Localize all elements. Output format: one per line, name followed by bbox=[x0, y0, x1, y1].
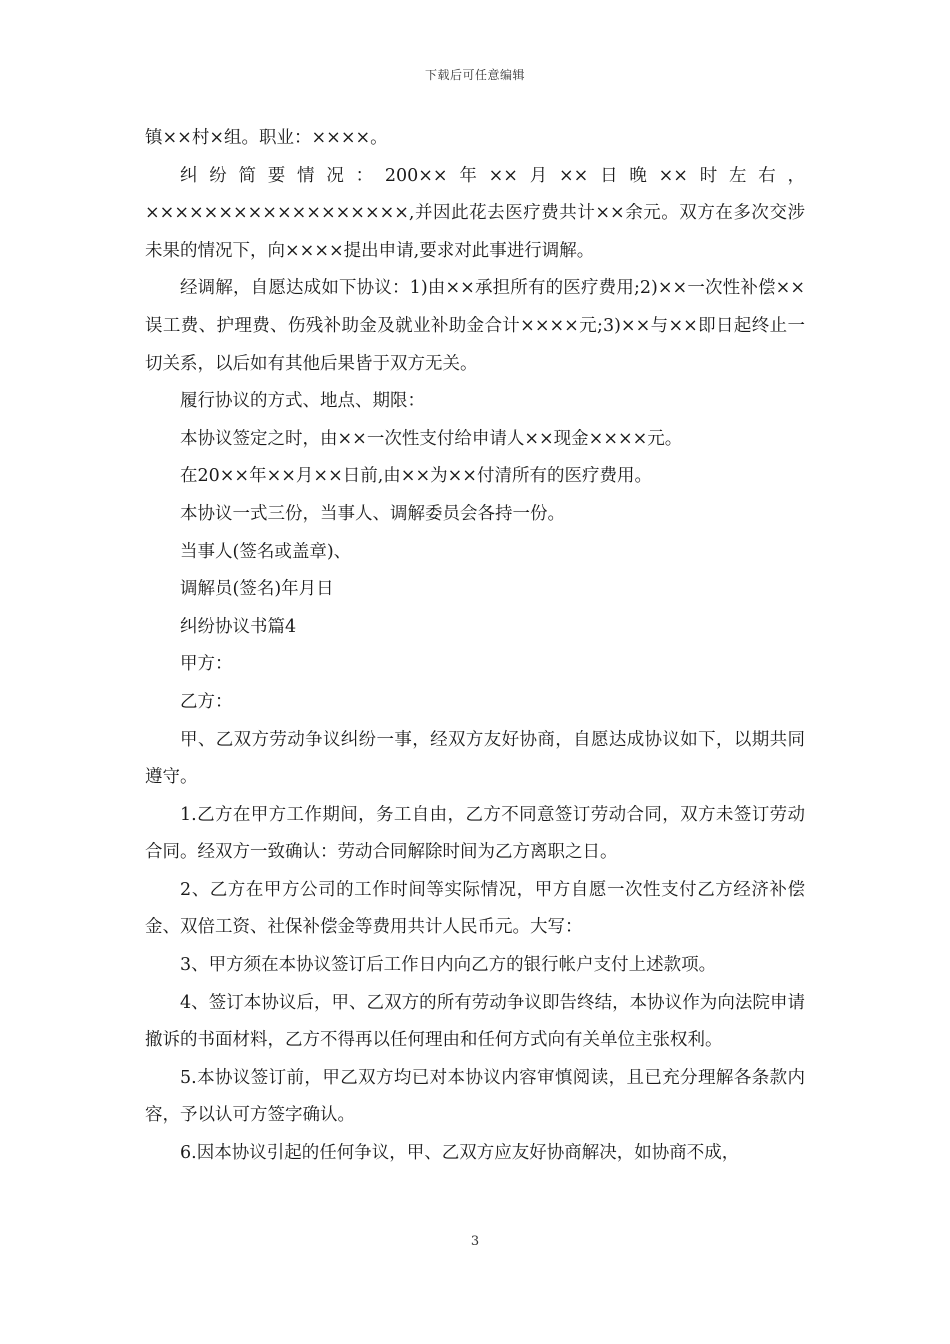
document-body bbox=[145, 120, 805, 1173]
page-number: 3 bbox=[470, 1234, 480, 1249]
clause-2: 2、乙方在甲方公司的工作时间等实际情况，甲方自愿一次性支付乙方经济补偿金、双倍工资、社保补偿金等费用共计人民币元。大写： bbox=[145, 879, 805, 938]
paragraph-performance-heading: 履行协议的方式、地点、期限： bbox=[180, 391, 425, 412]
paragraph-copies: 本协议一式三份，当事人、调解委员会各持一份。 bbox=[180, 503, 565, 524]
paragraph-address: 镇××村×组。职业：××××。 bbox=[145, 128, 388, 148]
clause-5: 5.本协议签订前，甲乙双方均已对本协议内容审慎阅读，且已充分理解各条款内容，予以认可方签字确认。 bbox=[145, 1067, 805, 1126]
page-header: 下载后可任意编辑 bbox=[424, 68, 525, 82]
party-b-label: 乙方： bbox=[180, 691, 233, 712]
clause-4: 4、签订本协议后，甲、乙双方的所有劳动争议即告终结，本协议作为向法院申请撤诉的书面材料，乙方不得再以任何理由和任何方式向有关单位主张权利。 bbox=[145, 992, 805, 1051]
paragraph-payment-on-signing: 本协议签定之时，由××一次性支付给申请人××现金××××元。 bbox=[180, 428, 683, 449]
paragraph-payment-deadline: 在20××年××月××日前,由××为××付清所有的医疗费用。 bbox=[180, 466, 652, 487]
paragraph-intro: 甲、乙双方劳动争议纠纷一事，经双方友好协商，自愿达成协议如下，以期共同遵守。 bbox=[145, 729, 805, 788]
paragraph-mediation-agreement: 经调解，自愿达成如下协议：1)由××承担所有的医疗费用;2)××一次性补偿××误工费、护理费、伤残补助金及就业补助金合计××××元;3)××与××即日起终止一切关系，以后如有其他后果皆于双方无关。 bbox=[145, 278, 805, 374]
paragraph-party-signature: 当事人(签名或盖章)、 bbox=[180, 541, 352, 562]
section-title: 纠纷协议书篇4 bbox=[180, 616, 297, 637]
clause-6: 6.因本协议引起的任何争议，甲、乙双方应友好协商解决，如协商不成， bbox=[180, 1143, 740, 1164]
paragraph-dispute-summary: 纠纷简要情况：200××年××月××日晚××时左右，××××××××××××××××××,并因此花去医疗费共计××余元。双方在多次交涉未果的情况下，向××××提出申请,要求对此事进行调解。 bbox=[145, 165, 805, 261]
clause-3: 3、甲方须在本协议签订后工作日内向乙方的银行帐户支付上述款项。 bbox=[180, 955, 717, 976]
paragraph-mediator-signature: 调解员(签名)年月日 bbox=[180, 579, 334, 600]
party-a-label: 甲方： bbox=[180, 654, 233, 675]
clause-1: 1.乙方在甲方工作期间，务工自由，乙方不同意签订劳动合同，双方未签订劳动合同。经双方一致确认：劳动合同解除时间为乙方离职之日。 bbox=[145, 804, 805, 863]
